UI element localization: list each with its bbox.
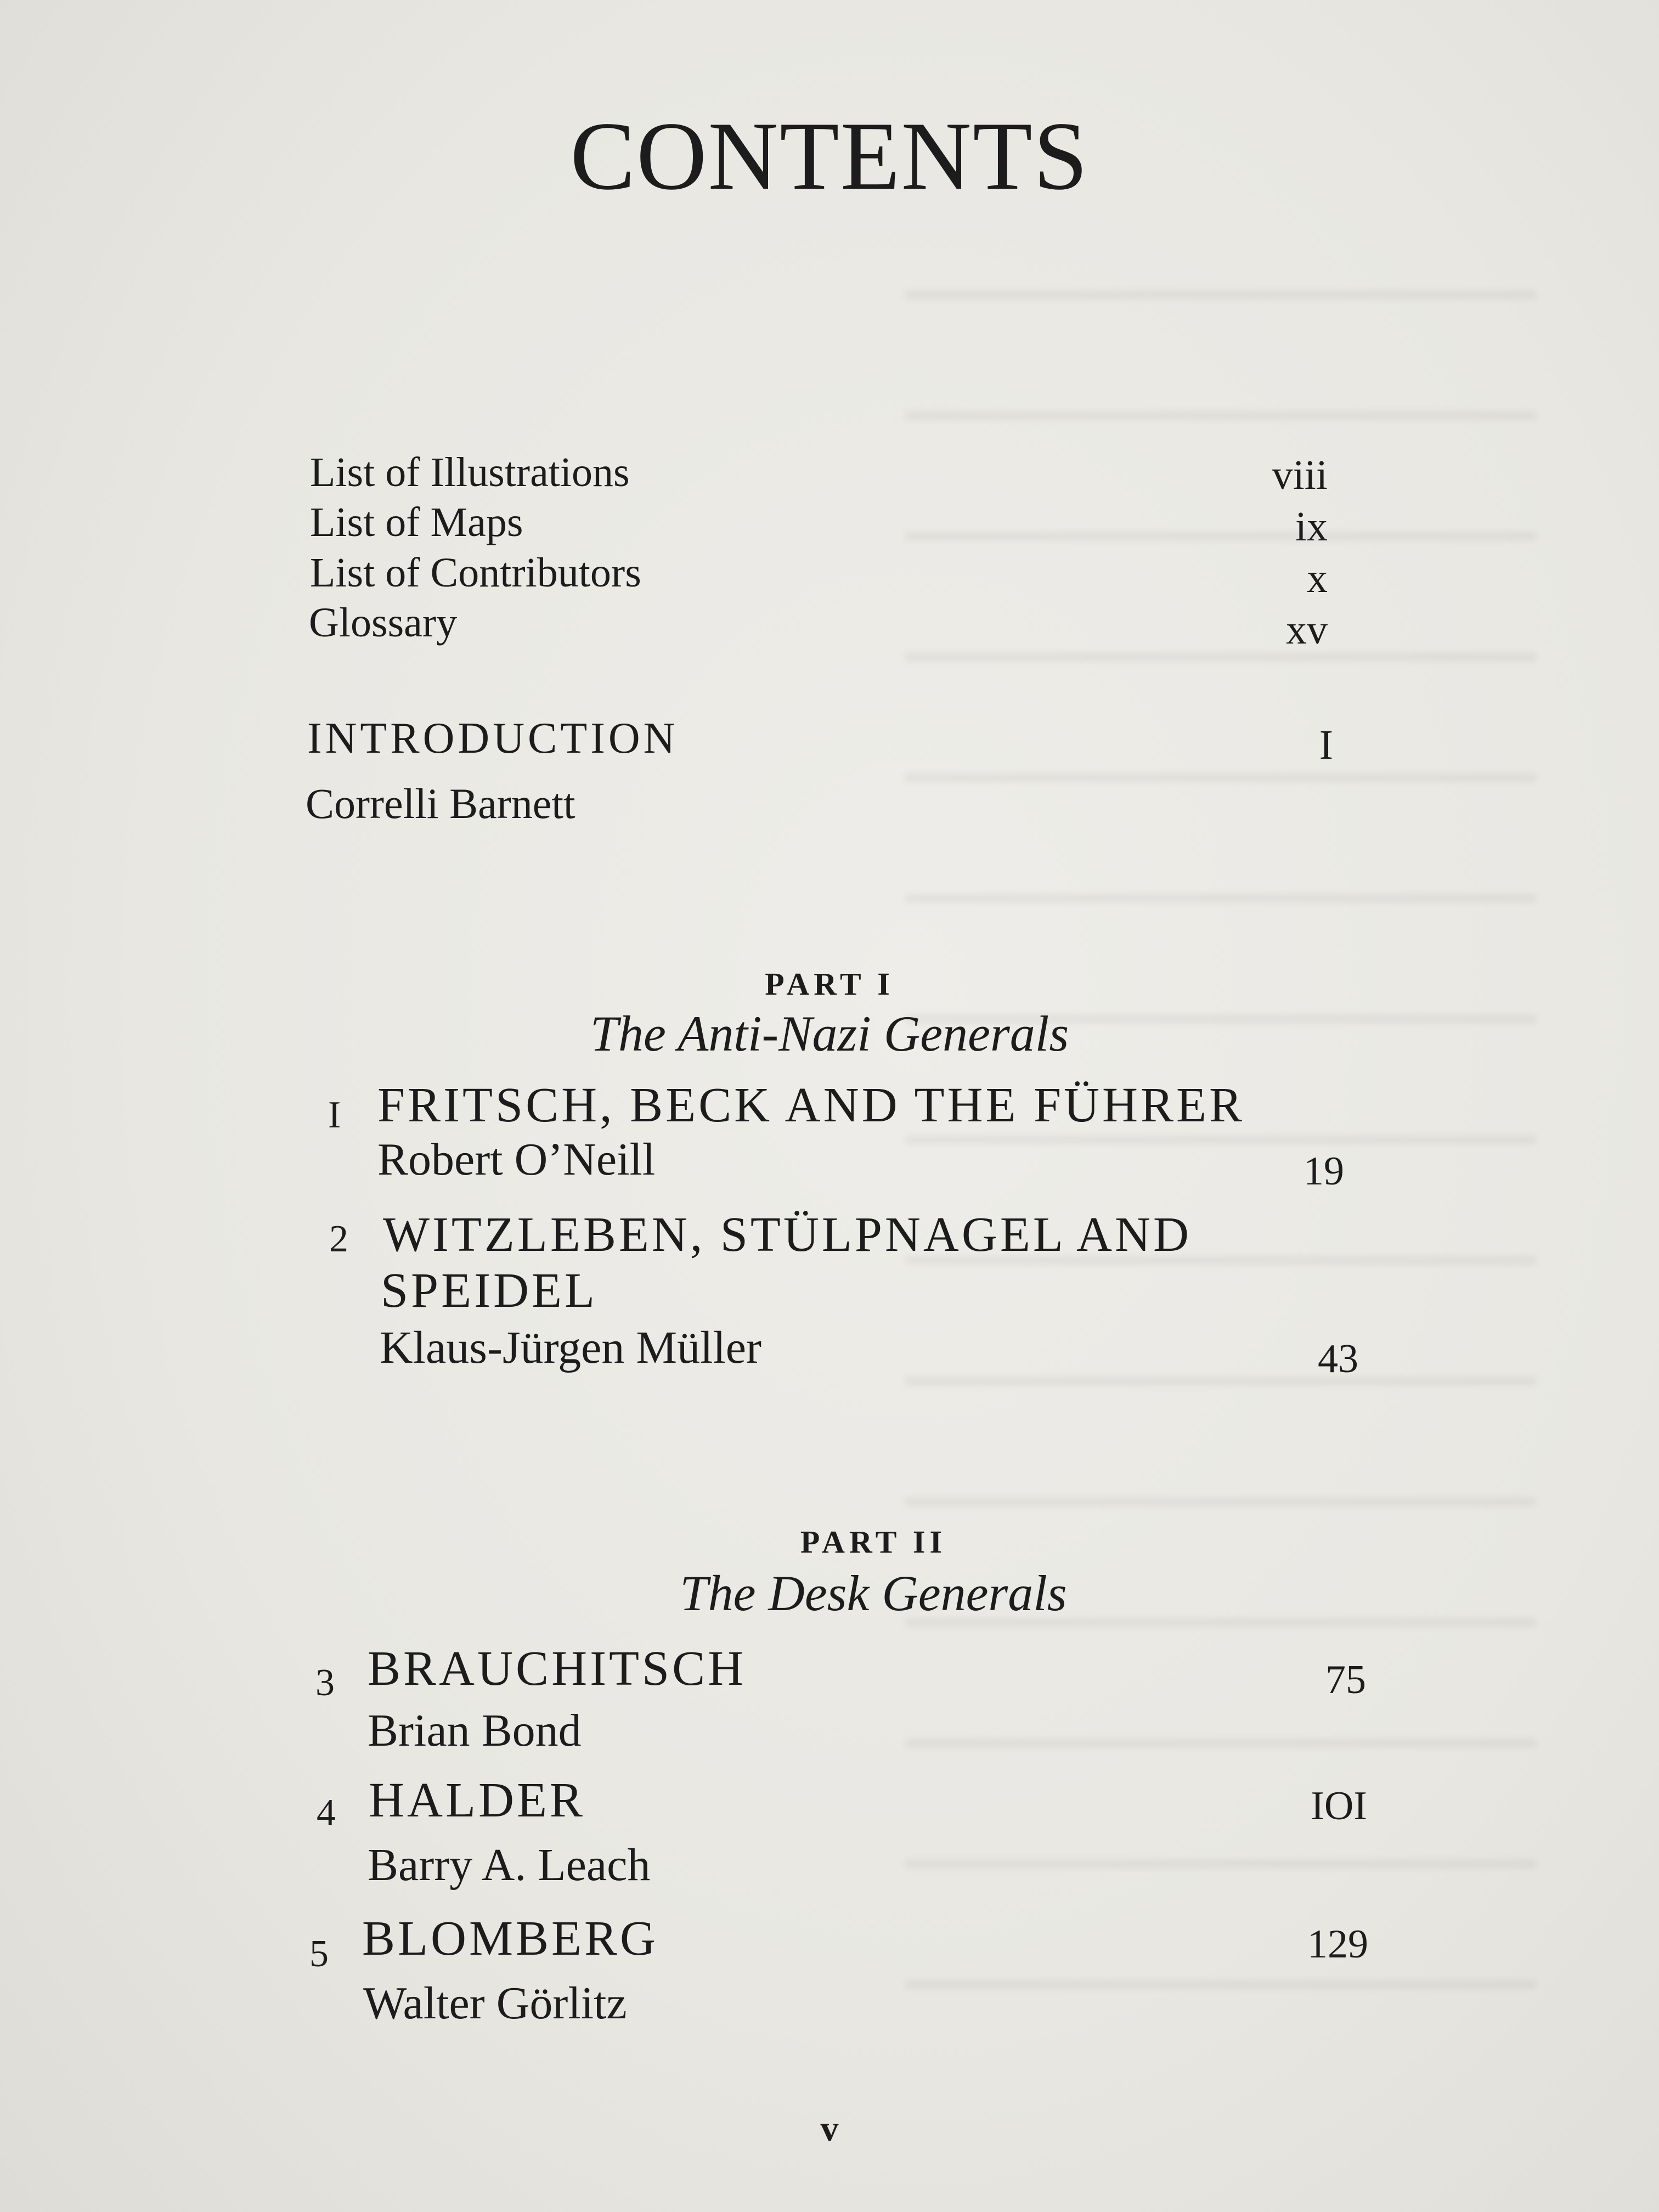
chapter-title: BLOMBERG [362, 1911, 659, 1966]
front-matter-label: List of Illustrations [310, 449, 630, 495]
part-title: The Anti-Nazi Generals [590, 1006, 1069, 1062]
chapter-page: 19 [1304, 1149, 1344, 1194]
part-label: PART II [800, 1524, 947, 1560]
chapter-title: BRAUCHITSCH [368, 1641, 747, 1696]
front-matter-label: List of Maps [310, 499, 523, 545]
chapter-title: WITZLEBEN, STÜLPNAGEL AND [383, 1207, 1192, 1262]
chapter-author: Brian Bond [368, 1705, 582, 1756]
chapter-number: 5 [309, 1933, 329, 1975]
chapter-page: 129 [1307, 1922, 1368, 1967]
page-title: CONTENTS [570, 101, 1089, 210]
chapter-number: 2 [329, 1218, 348, 1260]
chapter-author: Walter Görlitz [363, 1978, 627, 2029]
chapter-title-continued: SPEIDEL [381, 1263, 597, 1318]
page-number: v [820, 2109, 839, 2149]
introduction-title: INTRODUCTION [307, 714, 679, 763]
chapter-page: 43 [1318, 1336, 1358, 1381]
part-label: PART I [765, 966, 894, 1002]
front-matter-page: viii [1272, 452, 1328, 498]
chapter-number: 3 [315, 1662, 335, 1704]
front-matter-label: List of Contributors [310, 550, 641, 596]
introduction-page: I [1319, 722, 1333, 768]
part-title: The Desk Generals [680, 1565, 1067, 1621]
chapter-page: IOI [1311, 1784, 1367, 1829]
chapter-number: I [328, 1094, 341, 1136]
chapter-title: HALDER [369, 1773, 585, 1827]
chapter-author: Barry A. Leach [368, 1839, 651, 1891]
chapter-author: Klaus-Jürgen Müller [380, 1322, 761, 1373]
front-matter-page: xv [1286, 607, 1328, 653]
front-matter-page: ix [1295, 504, 1328, 550]
front-matter-page: x [1307, 555, 1328, 601]
chapter-number: 4 [317, 1792, 336, 1834]
introduction-author: Correlli Barnett [306, 780, 575, 827]
chapter-author: Robert O’Neill [377, 1134, 656, 1185]
front-matter-label: Glossary [309, 600, 458, 646]
chapter-page: 75 [1325, 1657, 1366, 1702]
chapter-title: FRITSCH, BECK AND THE FÜHRER [377, 1078, 1245, 1132]
